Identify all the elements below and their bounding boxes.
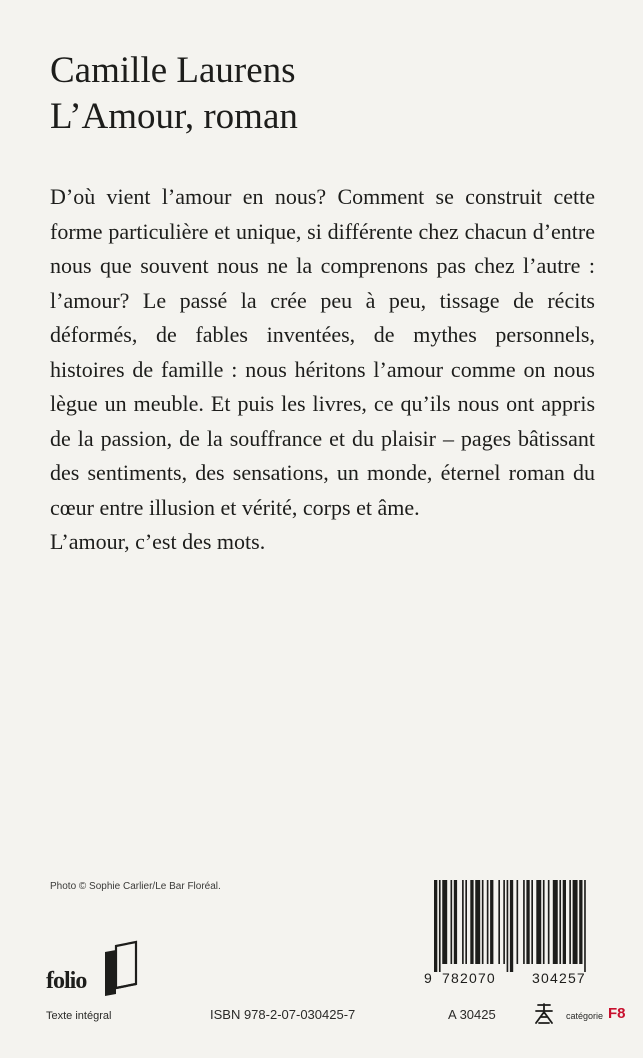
book-title: L’Amour, roman: [50, 96, 298, 137]
barcode-group-left: 782070: [442, 970, 496, 986]
gallimard-emblem-icon: [531, 1001, 557, 1027]
barcode-first-digit: 9: [424, 970, 433, 986]
folio-wordmark: folio: [46, 968, 87, 994]
folio-logo: [46, 938, 156, 996]
author-name: Camille Laurens: [50, 50, 296, 91]
book-header: [50, 48, 298, 140]
barcode-group-right: 304257: [532, 970, 586, 986]
edition-label: Texte intégral: [46, 1010, 112, 1022]
folio-frame-icon: [102, 940, 142, 996]
blurb-closing-line: L’amour, c’est des mots.: [50, 529, 266, 554]
category-label: catégorie: [566, 1011, 604, 1021]
article-code: A 30425: [448, 1007, 496, 1022]
back-cover-blurb: [50, 180, 595, 560]
isbn-number: ISBN 978-2-07-030425-7: [210, 1007, 356, 1022]
barcode: [424, 880, 626, 990]
barcode-bars: [428, 880, 626, 972]
category-code: F8: [608, 1005, 626, 1022]
photo-credit: Photo © Sophie Carlier/Le Bar Floréal.: [50, 881, 221, 892]
blurb-paragraph: D’où vient l’amour en nous? Comment se construit cette forme particulière et unique, si différente chez chacun d’entre nous que souvent nous ne la comprenons pas chez l’autre : l’amour? Le passé la crée peu à peu, tissage de récits déformés, de fables inventées, de mythes personnels, histoires de famille : nous héritons l’amour comme on nous lègue un meuble. Et puis les livres, ce qu’ils nous ont appris de la passion, de la souffrance et du plaisir – pages bâtissant des sentiments, des sensations, un monde, éternel roman du cœur entre illusion et vérité, corps et âme.: [50, 184, 595, 520]
